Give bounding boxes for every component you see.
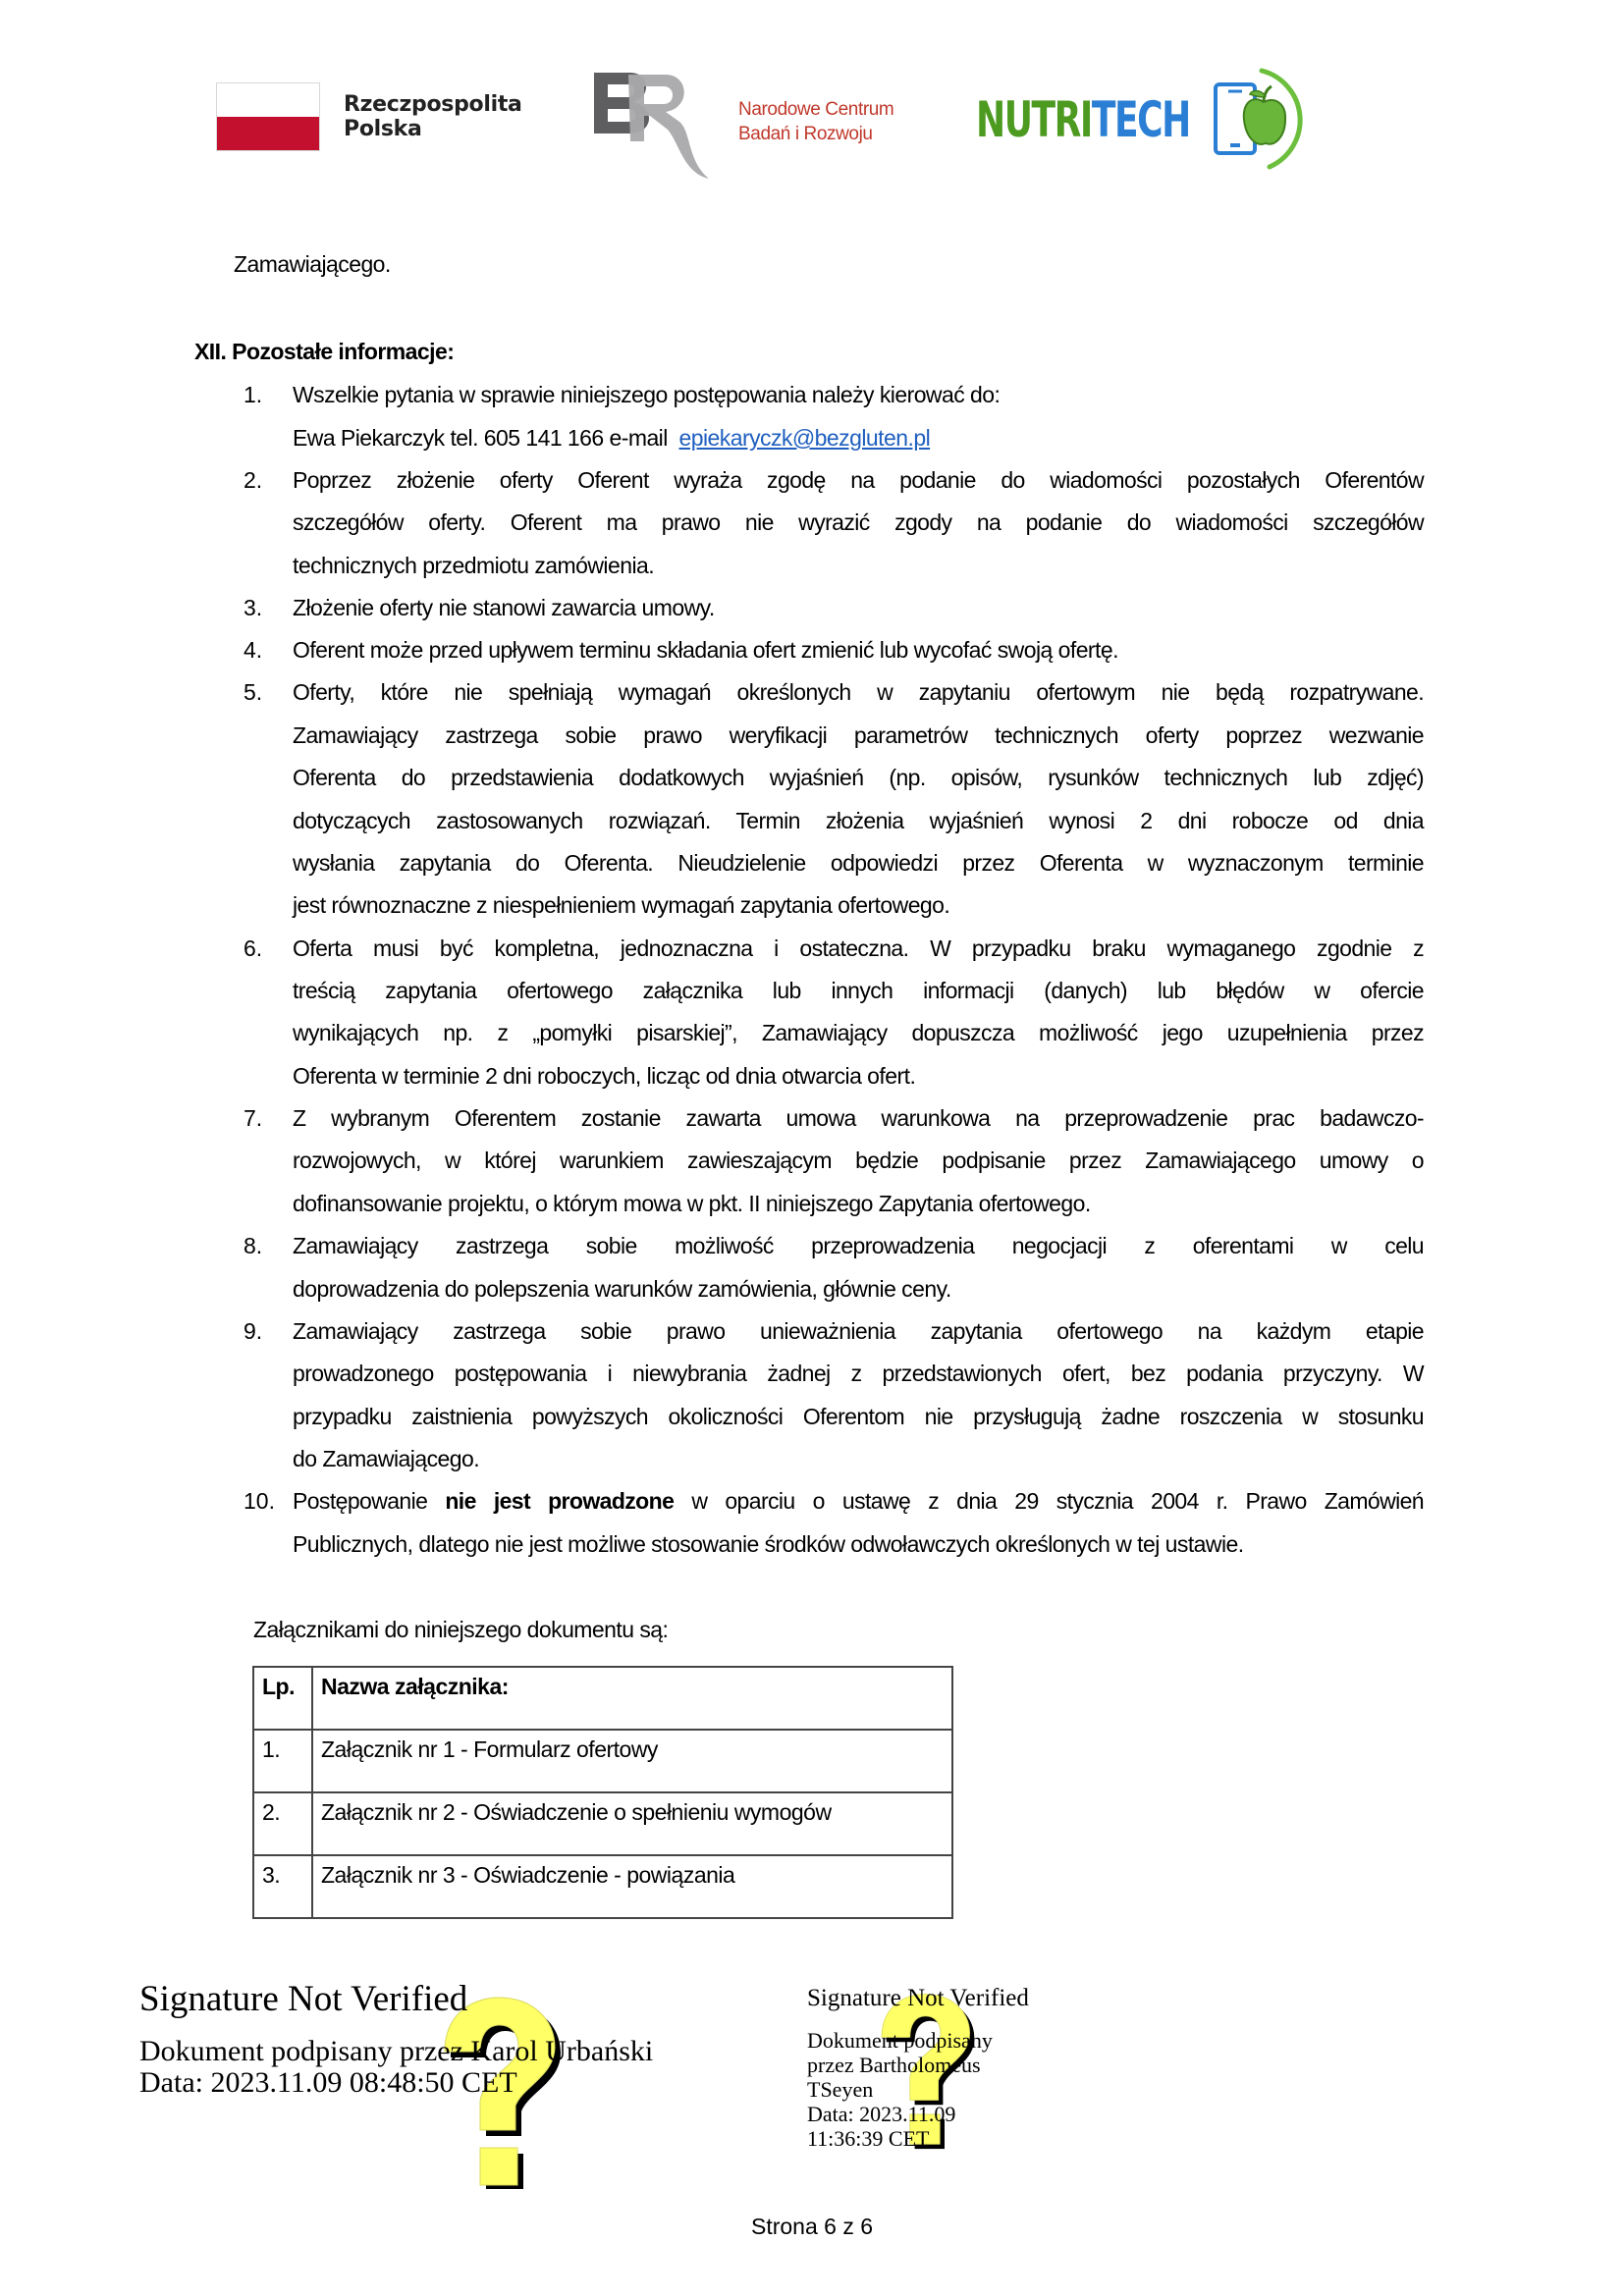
ncbr-br-mark-icon: [589, 63, 756, 181]
page-number: Strona 6 z 6: [750, 2214, 874, 2239]
table-header-row: [253, 1667, 952, 1730]
item-number: 2.: [244, 467, 263, 493]
item-number: 5.: [244, 679, 263, 705]
item-5-line: dotyczących zastosowanych rozwiązań. Termin złożenia wyjaśnień wynosi 2 dni robocze od dnia: [293, 808, 1424, 833]
item-6-line: wynikających np. z „pomyłki pisarskiej”, Zamawiający dopuszcza możliwość jego uzupełnienia przez: [293, 1020, 1424, 1045]
signature-status: Signature Not Verified: [139, 1979, 468, 2019]
item-8-line: doprowadzenia do polepszenia warunków zamówienia, głównie ceny.: [293, 1276, 951, 1302]
item-1-line: Wszelkie pytania w sprawie niniejszego postępowania należy kierować do:: [293, 382, 1001, 407]
attachments-table: [252, 1666, 953, 1919]
item-5-line: Oferty, które nie spełniają wymagań określonych w zapytaniu ofertowym nie będą rozpatrywane.: [293, 679, 1424, 705]
item-5-line: Zamawiający zastrzega sobie prawo weryfikacji parametrów technicznych oferty poprzez wezwanie: [293, 722, 1424, 748]
item-9-line: przypadku zaistnienia powyższych okoliczności Oferentom nie przysługują żadne roszczenia w stosunku: [293, 1404, 1424, 1429]
table-row: [253, 1730, 952, 1792]
phone-apple-icon: [1213, 65, 1311, 175]
item-5-line: Oferenta do przedstawienia dodatkowych wyjaśnień (np. opisów, rysunków technicznych lub zdjęć): [293, 765, 1424, 790]
table-row: [253, 1855, 952, 1918]
logo-rzeczpospolita-polska: [216, 82, 530, 153]
table-cell-name: Załącznik nr 1 - Formularz ofertowy: [312, 1730, 952, 1792]
item-7-line: rozwojowych, w której warunkiem zawieszającym będzie podpisanie przez Zamawiającego umowy o: [293, 1148, 1424, 1173]
item-number: 7.: [244, 1105, 263, 1131]
polish-flag-icon: [216, 82, 320, 151]
item-7-line: Z wybranym Oferentem zostanie zawarta umowa warunkowa na przeprowadzenie prac badawczo-: [293, 1105, 1424, 1131]
signature-line: Dokument podpisany: [807, 2028, 993, 2053]
item-number: 6.: [244, 935, 263, 961]
email-link[interactable]: epiekaryczk@bezgluten.pl: [678, 425, 931, 451]
table-header-lp: Lp.: [253, 1667, 312, 1730]
signature-date: Data: 2023.11.09 08:48:50 CET: [139, 2066, 517, 2099]
item-4-line: Oferent może przed upływem terminu składania ofert zmienić lub wycofać swoją ofertę.: [293, 637, 1118, 663]
item-10-line: Publicznych, dlatego nie jest możliwe stosowanie środków odwoławczych określonych w tej ustawie.: [293, 1531, 1244, 1557]
signature-block-2: [807, 1985, 1029, 2151]
section-heading: XII. Pozostałe informacje:: [194, 339, 455, 364]
item-2-line: Poprzez złożenie oferty Oferent wyraża zgodę na podanie do wiadomości pozostałych Oferentów: [293, 467, 1424, 493]
signature-line: 11:36:39 CET: [807, 2126, 930, 2151]
item-number: 4.: [244, 637, 263, 663]
table-cell-lp: 2.: [253, 1792, 312, 1855]
logo-nutritech: [972, 65, 1316, 175]
item-5-line: wysłania zapytania do Oferenta. Nieudzielenie odpowiedzi przez Oferenta w wyznaczonym terminie: [293, 850, 1424, 876]
signature-line: TSeyen: [807, 2077, 874, 2102]
item-5-line: jest równoznaczne z niespełnieniem wymagań zapytania ofertowego.: [293, 892, 950, 918]
item-2-line: szczegółów oferty. Oferent ma prawo nie wyrazić zgody na podanie do wiadomości szczegółów: [293, 509, 1424, 535]
carryover-text: Zamawiającego.: [234, 251, 391, 277]
signature-line: przez Bartholomeus: [807, 2053, 981, 2077]
attachments-intro: Załącznikami do niniejszego dokumentu są:: [253, 1617, 669, 1642]
item-number: 8.: [244, 1233, 263, 1258]
signature-status: Signature Not Verified: [807, 1985, 1029, 2011]
logo-ncbr: [589, 63, 913, 181]
logo-rp-text: Rzeczpospolita Polska: [344, 92, 522, 141]
item-number: 1.: [244, 382, 263, 407]
item-9-line: prowadzonego postępowania i niewybrania żadnej z przedstawionych ofert, bez podania przyczyny. W: [293, 1361, 1424, 1386]
table-cell-name: Załącznik nr 3 - Oświadczenie - powiązania: [312, 1855, 952, 1918]
item-3-line: Złożenie oferty nie stanowi zawarcia umowy.: [293, 595, 715, 620]
table-cell-name: Załącznik nr 2 - Oświadczenie o spełnieniu wymogów: [312, 1792, 952, 1855]
item-number: 3.: [244, 595, 263, 620]
item-8-line: Zamawiający zastrzega sobie możliwość przeprowadzenia negocjacji z oferentami w celu: [293, 1233, 1424, 1258]
signature-block-1: [139, 1979, 653, 2099]
item-6-line: treścią zapytania ofertowego załącznika lub innych informacji (danych) lub błędów w ofercie: [293, 978, 1424, 1003]
item-number: 10.: [244, 1488, 275, 1514]
table-cell-lp: 1.: [253, 1730, 312, 1792]
signature-line: Data: 2023.11.09: [807, 2102, 956, 2126]
item-2-line: technicznych przedmiotu zamówienia.: [293, 553, 655, 578]
logo-nutritech-text: NUTRITECH: [976, 91, 1190, 148]
signature-signer: Dokument podpisany przez Karol Urbański: [139, 2035, 654, 2067]
item-number: 9.: [244, 1318, 263, 1344]
item-1-contact: Ewa Piekarczyk tel. 605 141 166 e-mail epiekaryczk@bezgluten.pl: [293, 425, 931, 451]
item-10-line: Postępowanie nie jest prowadzone w oparciu o ustawę z dnia 29 stycznia 2004 r. Prawo Zamówień: [293, 1488, 1424, 1514]
table-header-name: Nazwa załącznika:: [312, 1667, 952, 1730]
logo-ncbr-text: Narodowe Centrum Badań i Rozwoju: [738, 99, 894, 144]
table-row: [253, 1792, 952, 1855]
table-cell-lp: 3.: [253, 1855, 312, 1918]
item-9-line: do Zamawiającego.: [293, 1446, 480, 1471]
item-6-line: Oferta musi być kompletna, jednoznaczna i ostateczna. W przypadku braku wymaganego zgodnie z: [293, 935, 1424, 961]
item-6-line: Oferenta w terminie 2 dni roboczych, licząc od dnia otwarcia ofert.: [293, 1063, 916, 1089]
item-7-line: dofinansowanie projektu, o którym mowa w pkt. II niniejszego Zapytania ofertowego.: [293, 1191, 1091, 1216]
item-9-line: Zamawiający zastrzega sobie prawo unieważnienia zapytania ofertowego na każdym etapie: [293, 1318, 1424, 1344]
